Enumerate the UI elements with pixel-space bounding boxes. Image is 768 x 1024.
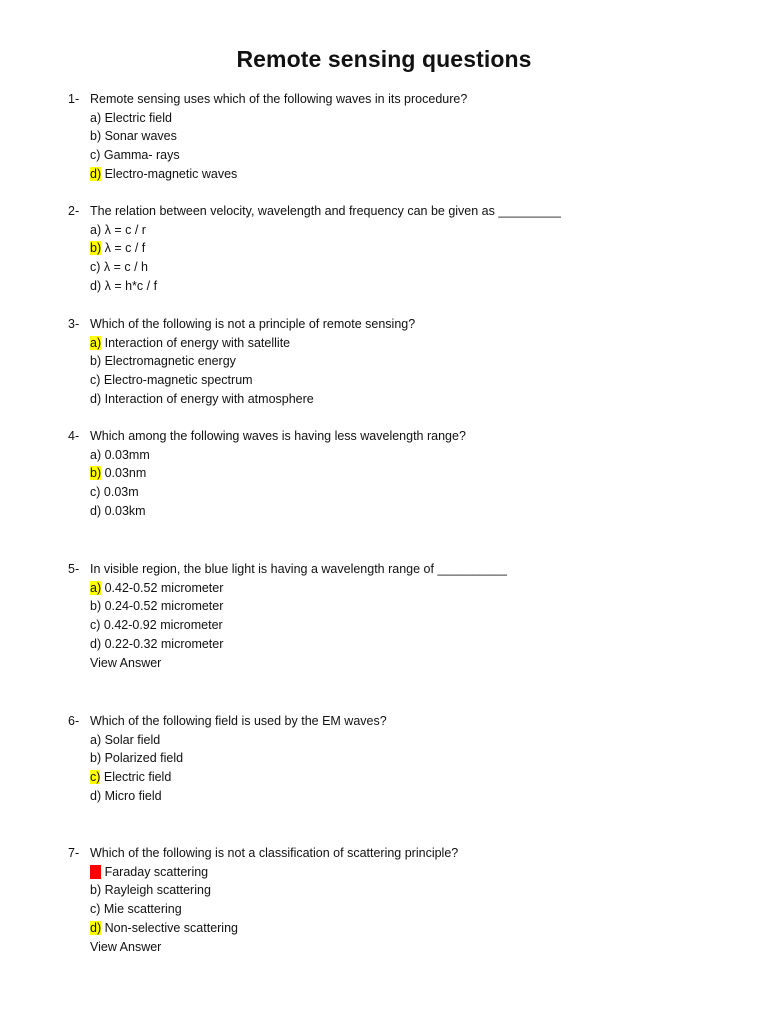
option-text: Electric field bbox=[101, 110, 172, 125]
question-text: In visible region, the blue light is having a wavelength range of __________ bbox=[90, 562, 507, 576]
option-letter: d) bbox=[90, 788, 102, 803]
question-4 bbox=[68, 427, 728, 521]
answer-option bbox=[68, 881, 728, 900]
view-answer-text: View Answer bbox=[90, 655, 162, 670]
option-text: Mie scattering bbox=[100, 902, 182, 917]
option-text: Polarized field bbox=[101, 751, 184, 766]
option-letter-highlighted: a) bbox=[90, 580, 102, 595]
answer-option bbox=[68, 239, 728, 258]
option-letter: d) bbox=[90, 391, 102, 406]
option-text: Electromagnetic energy bbox=[101, 354, 236, 369]
option-text: λ = c / h bbox=[100, 260, 149, 275]
question-6 bbox=[68, 712, 728, 806]
option-text: 0.42-0.52 micrometer bbox=[101, 580, 224, 595]
option-letter: b) bbox=[90, 129, 102, 144]
option-text: Faraday scattering bbox=[101, 864, 209, 879]
option-text: 0.42-0.92 micrometer bbox=[100, 618, 223, 633]
option-letter: b) bbox=[90, 883, 102, 898]
answer-option bbox=[68, 731, 728, 750]
option-text: 0.22-0.32 micrometer bbox=[101, 636, 224, 651]
option-text: 0.03nm bbox=[101, 466, 147, 481]
question-number: 1- bbox=[68, 92, 80, 106]
answer-option bbox=[68, 165, 728, 184]
question-number: 4- bbox=[68, 429, 80, 443]
question-line bbox=[68, 202, 728, 221]
option-letter: a) bbox=[90, 732, 102, 747]
answer-option bbox=[68, 502, 728, 521]
option-letter: d) bbox=[90, 278, 102, 293]
question-text: Which of the following is not a principle of remote sensing? bbox=[90, 317, 416, 331]
question-text: The relation between velocity, wavelength and frequency can be given as _________ bbox=[90, 204, 561, 218]
answer-option bbox=[68, 127, 728, 146]
answer-option bbox=[68, 787, 728, 806]
option-letter: c) bbox=[90, 902, 101, 917]
option-text: 0.03m bbox=[100, 485, 139, 500]
option-text: 0.03mm bbox=[101, 447, 150, 462]
question-line bbox=[68, 560, 728, 579]
option-text: Rayleigh scattering bbox=[101, 883, 211, 898]
answer-option bbox=[68, 352, 728, 371]
answer-option bbox=[68, 616, 728, 635]
question-number: 3- bbox=[68, 317, 80, 331]
option-letter-highlighted: b) bbox=[90, 466, 102, 481]
option-letter: a) bbox=[90, 222, 102, 237]
question-line bbox=[68, 712, 728, 731]
question-3 bbox=[68, 315, 728, 409]
question-number: 6- bbox=[68, 714, 80, 728]
option-text: Micro field bbox=[101, 788, 162, 803]
option-letter: d) bbox=[90, 636, 102, 651]
option-letter-highlighted: d) bbox=[90, 920, 102, 935]
option-text: Sonar waves bbox=[101, 129, 177, 144]
option-text: Electro-magnetic waves bbox=[101, 166, 238, 181]
option-letter: c) bbox=[90, 260, 101, 275]
answer-option bbox=[68, 371, 728, 390]
question-number: 2- bbox=[68, 204, 80, 218]
answer-option bbox=[68, 919, 728, 938]
answer-option bbox=[68, 109, 728, 128]
question-number: 5- bbox=[68, 562, 80, 576]
answer-option bbox=[68, 221, 728, 240]
question-line bbox=[68, 315, 728, 334]
option-letter: c) bbox=[90, 148, 101, 163]
answer-option bbox=[68, 334, 728, 353]
question-number: 7- bbox=[68, 846, 80, 860]
answer-option bbox=[68, 768, 728, 787]
question-text: Which of the following field is used by the EM waves? bbox=[90, 714, 387, 728]
option-letter: c) bbox=[90, 373, 101, 388]
question-7 bbox=[68, 844, 728, 956]
option-letter: b) bbox=[90, 354, 102, 369]
option-text: Interaction of energy with atmosphere bbox=[101, 391, 314, 406]
question-5 bbox=[68, 560, 728, 672]
option-letter: b) bbox=[90, 751, 102, 766]
question-text: Which among the following waves is having less wavelength range? bbox=[90, 429, 466, 443]
answer-option bbox=[68, 277, 728, 296]
answer-option bbox=[68, 146, 728, 165]
option-letter-highlighted: d) bbox=[90, 166, 102, 181]
option-letter: c) bbox=[90, 618, 101, 633]
option-text: 0.03km bbox=[101, 503, 146, 518]
option-letter-highlighted: b) bbox=[90, 241, 102, 256]
option-letter: c) bbox=[90, 485, 101, 500]
option-text: Electric field bbox=[100, 770, 172, 785]
option-text: λ = c / f bbox=[101, 241, 146, 256]
question-2 bbox=[68, 202, 728, 296]
question-line bbox=[68, 90, 728, 109]
answer-option bbox=[68, 579, 728, 598]
option-text: Non-selective scattering bbox=[101, 920, 238, 935]
answer-option bbox=[68, 597, 728, 616]
view-answer-text: View Answer bbox=[90, 939, 162, 954]
answer-option bbox=[68, 483, 728, 502]
answer-option bbox=[68, 390, 728, 409]
answer-option bbox=[68, 863, 728, 882]
question-line bbox=[68, 427, 728, 446]
answer-option bbox=[68, 464, 728, 483]
answer-option bbox=[68, 446, 728, 465]
question-text: Remote sensing uses which of the following waves in its procedure? bbox=[90, 92, 468, 106]
answer-option bbox=[68, 900, 728, 919]
answer-option bbox=[68, 258, 728, 277]
option-text: Gamma- rays bbox=[100, 148, 180, 163]
option-text: λ = h*c / f bbox=[101, 278, 158, 293]
answer-option bbox=[68, 635, 728, 654]
option-letter-highlighted: c) bbox=[90, 770, 101, 785]
option-letter-highlighted: a) bbox=[90, 335, 102, 350]
option-letter: a) bbox=[90, 447, 102, 462]
option-text: Solar field bbox=[101, 732, 161, 747]
question-text: Which of the following is not a classification of scattering principle? bbox=[90, 846, 459, 860]
answer-option bbox=[68, 749, 728, 768]
question-1 bbox=[68, 90, 728, 184]
option-text: Electro-magnetic spectrum bbox=[100, 373, 253, 388]
question-line bbox=[68, 844, 728, 863]
option-letter-highlighted: a) bbox=[90, 864, 102, 879]
option-letter: b) bbox=[90, 599, 102, 614]
option-text: λ = c / r bbox=[101, 222, 146, 237]
document-title: Remote sensing questions bbox=[236, 46, 532, 72]
option-letter: a) bbox=[90, 110, 102, 125]
option-letter: d) bbox=[90, 503, 102, 518]
option-text: 0.24-0.52 micrometer bbox=[101, 599, 224, 614]
option-text: Interaction of energy with satellite bbox=[101, 335, 291, 350]
